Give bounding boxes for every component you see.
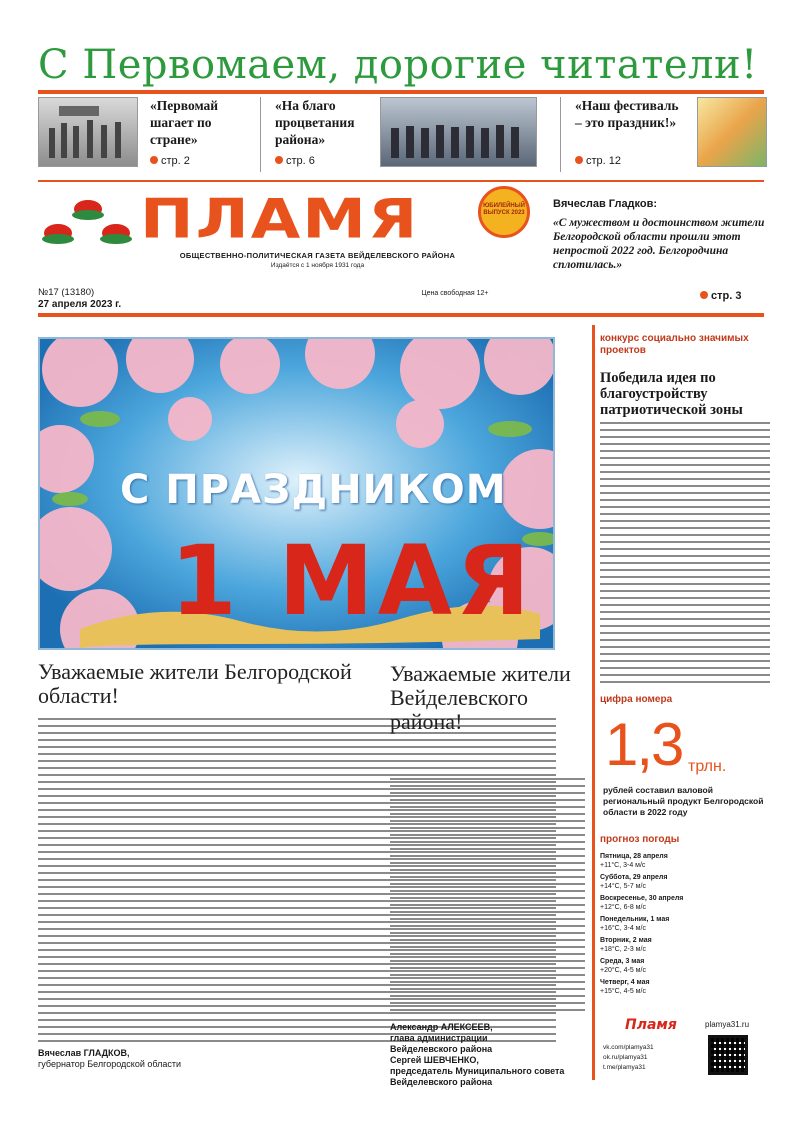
bullet-icon xyxy=(275,156,283,164)
figure-label: цифра номера xyxy=(600,694,673,705)
article-left-headline: Уважаемые жители Белгородской области! xyxy=(38,659,352,708)
teaser-divider xyxy=(260,97,261,172)
qr-code-icon xyxy=(708,1035,748,1075)
sidebar-article-body xyxy=(600,422,770,688)
masthead-divider xyxy=(38,313,764,317)
social-link[interactable]: ok.ru/plamya31 xyxy=(603,1054,648,1061)
teaser-page: стр. 2 xyxy=(150,155,190,167)
social-link[interactable]: t.me/plamya31 xyxy=(603,1064,646,1071)
bullet-icon xyxy=(575,156,583,164)
teaser-photo xyxy=(38,97,138,167)
bullet-icon xyxy=(700,291,708,299)
holiday-banner xyxy=(38,337,555,650)
issue-meta xyxy=(38,287,121,311)
footer-social-links xyxy=(603,1043,654,1073)
article-right-body xyxy=(390,778,585,1016)
teaser-3[interactable] xyxy=(575,97,770,177)
newspaper-subtitle: ОБЩЕСТВЕННО-ПОЛИТИЧЕСКАЯ ГАЗЕТА ВЕЙДЕЛЕВСКОГО РАЙОНА xyxy=(179,251,456,260)
front-page-greeting: С Первомаем, дорогие читатели! xyxy=(38,42,758,88)
weather-row: Воскресенье, 30 апреля +12°C, 6-8 м/с xyxy=(600,895,684,911)
issue-date: 27 апреля 2023 г. xyxy=(38,299,122,310)
flowers-logo-icon xyxy=(40,195,135,250)
teaser-title: «На благо процветания района» xyxy=(275,98,355,147)
footer-site-link[interactable]: plamya31.ru xyxy=(705,1020,750,1029)
anniversary-seal: ЮБИЛЕЙНЫЙ ВЫПУСК 2023 xyxy=(478,186,530,238)
sidebar-divider xyxy=(592,325,595,1080)
banner-line-2: 1 МАЯ xyxy=(170,525,534,637)
sidebar-section-label: конкурс социально значимых проектов xyxy=(600,333,749,356)
article-left-signature: Вячеслав ГЛАДКОВ, губернатор Белгородской области xyxy=(38,1048,182,1069)
teaser-photo xyxy=(697,97,767,167)
bullet-icon xyxy=(150,156,158,164)
teaser-divider-bottom xyxy=(38,180,764,182)
article-right-headline: Уважаемые жители Вейделевского района! xyxy=(390,661,571,734)
banner-line-1: С ПРАЗДНИКОМ xyxy=(120,467,507,513)
weather-row: Вторник, 2 мая +18°C, 2-3 м/с xyxy=(600,937,652,953)
teaser-photo xyxy=(380,97,537,167)
weather-row: Среда, 3 мая +20°C, 4-5 м/с xyxy=(600,958,646,974)
teaser-title: «Наш фестиваль – это праздник!» xyxy=(575,98,679,130)
weather-forecast xyxy=(600,852,772,999)
figure-caption: рублей составил валовой региональный продукт Белгородской области в 2022 году xyxy=(603,785,764,817)
newspaper-since: Издаётся с 1 ноября 1931 года xyxy=(270,262,365,269)
issue-price: Цена свободная 12+ xyxy=(421,290,489,297)
teaser-2[interactable] xyxy=(275,97,555,177)
teaser-page: стр. 6 xyxy=(275,155,315,167)
teaser-1[interactable] xyxy=(38,97,258,177)
figure-unit: трлн. xyxy=(688,758,727,775)
sidebar-headline: Победила идея по благоустройству патриотической зоны xyxy=(600,370,743,418)
issue-number: №17 (13180) xyxy=(38,287,95,298)
teaser-divider xyxy=(560,97,561,172)
weather-row: Понедельник, 1 мая +16°C, 3-4 м/с xyxy=(600,916,670,932)
weather-row: Суббота, 29 апреля +14°C, 5-7 м/с xyxy=(600,874,668,890)
footer-logo: Пламя xyxy=(625,1017,677,1033)
top-divider xyxy=(38,90,764,94)
newspaper-logo: ПЛАМЯ xyxy=(140,188,420,251)
weather-row: Четверг, 4 мая +15°C, 4-5 м/с xyxy=(600,979,650,995)
article-right-signature: Александр АЛЕКСЕЕВ, глава администрации Вейделевского района Сергей ШЕВЧЕНКО, председатель Муниципального совета Вейделевского района xyxy=(390,1022,565,1087)
quote-text: «С мужеством и достоинством жители Белгородской области прошли этот непростой 2022 год. Белгородчина сплотилась.» xyxy=(553,217,765,271)
weather-row: Пятница, 28 апреля +11°C, 3-4 м/с xyxy=(600,853,668,869)
teaser-title: «Первомай шагает по стране» xyxy=(150,98,219,147)
figure-value: 1,3 xyxy=(605,711,683,778)
quote-author: Вячеслав Гладков: xyxy=(553,198,658,210)
social-link[interactable]: vk.com/plamya31 xyxy=(603,1044,654,1051)
weather-label: прогноз погоды xyxy=(600,834,680,845)
quote-page-link[interactable]: стр. 3 xyxy=(700,290,741,302)
teaser-page: стр. 12 xyxy=(575,155,621,167)
